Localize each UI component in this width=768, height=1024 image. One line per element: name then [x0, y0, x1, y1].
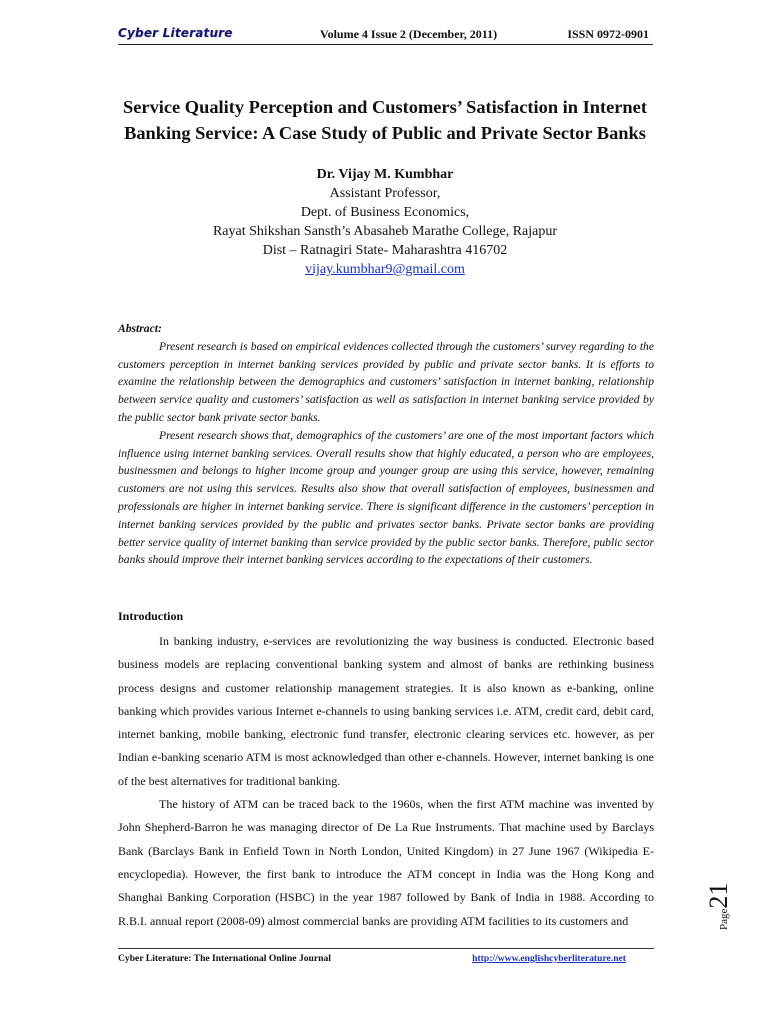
- page-number-value: 21: [704, 882, 733, 909]
- paper-title: Service Quality Perception and Customers’ Satisfaction in Internet Banking Service: A Case Study of Public and Private Sector Banks: [123, 97, 647, 143]
- journal-logo: Cyber Literature: [118, 26, 233, 40]
- author-block: [100, 165, 670, 279]
- running-footer: [118, 948, 654, 964]
- author-institution: Rayat Shikshan Sansth’s Abasaheb Marathe College, Rajapur: [212, 224, 558, 239]
- header-rule: [118, 44, 653, 45]
- running-header: [118, 24, 653, 50]
- abstract-paragraph: Present research shows that, demographics of the customers’ are one of the most important factors which influence using internet banking services. Overall results show that highly educated, a person who are employees, businessmen and belongs to higher income group and younger group are using this service, however, remaining customers are not using this services. Results also show that overall satisfaction of employees, businessmen and professionals are higher in internet banking service. There is significant difference in the customers’ perception in internet banking services provided by the public and privates sector banks. Private sector banks are providing better service quality of internet banking than service provided by the public sector banks. Therefore, public sector banks should improve their internet banking services according to the expectations of their customers.: [118, 428, 654, 567]
- body-paragraph: In banking industry, e-services are revolutionizing the way business is conducted. Electronic based business models are replacing conventional banking system and almost of banks are rethinking business process designs and customer relationship management strategies. It is also known as e-banking, online banking which provides various Internet e-channels to using banking services i.e. ATM, credit card, debit card, internet banking, mobile banking, electronic fund transfer, electronic clearing services etc. however, as per Indian e-banking scenario ATM is most acknowledged than other e-channels. However, internet banking is one of the best alternatives for traditional banking.: [118, 634, 654, 788]
- author-address: Dist – Ratnagiri State- Maharashtra 416702: [262, 243, 508, 258]
- footer-url-link[interactable]: http://www.englishcyberliterature.net: [472, 953, 626, 964]
- introduction-heading: Introduction: [118, 609, 184, 623]
- author-name: Dr. Vijay M. Kumbhar: [316, 167, 454, 182]
- author-position: Assistant Professor,: [329, 186, 441, 201]
- abstract-label: Abstract:: [118, 322, 162, 335]
- issn: ISSN 0972-0901: [567, 27, 649, 41]
- volume-issue: Volume 4 Issue 2 (December, 2011): [320, 27, 498, 41]
- abstract-paragraph: Present research is based on empirical evidences collected through the customers’ survey regarding to the customers perception in internet banking services provided by public and private sector banks. It is efforts to examine the relationship between the demographics and customers’ satisfaction in internet banking, relationship between service quality and customers’ satisfaction as well as satisfaction in internet banking service provided by the public sector bank private sector banks.: [118, 339, 654, 424]
- page-label: Page: [718, 908, 730, 930]
- abstract: [118, 320, 654, 569]
- author-email-link[interactable]: vijay.kumbhar9@gmail.com: [305, 262, 465, 277]
- body-paragraph: The history of ATM can be traced back to the 1960s, when the first ATM machine was invented by John Shepherd-Barron he was managing director of De La Rue Instruments. That machine used by Barclays Bank (Barclays Bank in Enfield Town in North London, United Kingdom) in 27 June 1967 (Wikipedia E-encyclopedia). However, the first bank to introduce the ATM concept in India was the Hong Kong and Shanghai Banking Corporation (HSBC) in the year 1987 followed by Bank of India in 1988. According to R.B.I. annual report (2008-09) almost commercial banks are providing ATM facilities to its customers and: [118, 797, 654, 928]
- footer-rule: [118, 948, 654, 949]
- introduction-body: [118, 630, 654, 933]
- author-department: Dept. of Business Economics,: [300, 205, 470, 220]
- footer-journal: Cyber Literature: The International Online Journal: [118, 953, 331, 964]
